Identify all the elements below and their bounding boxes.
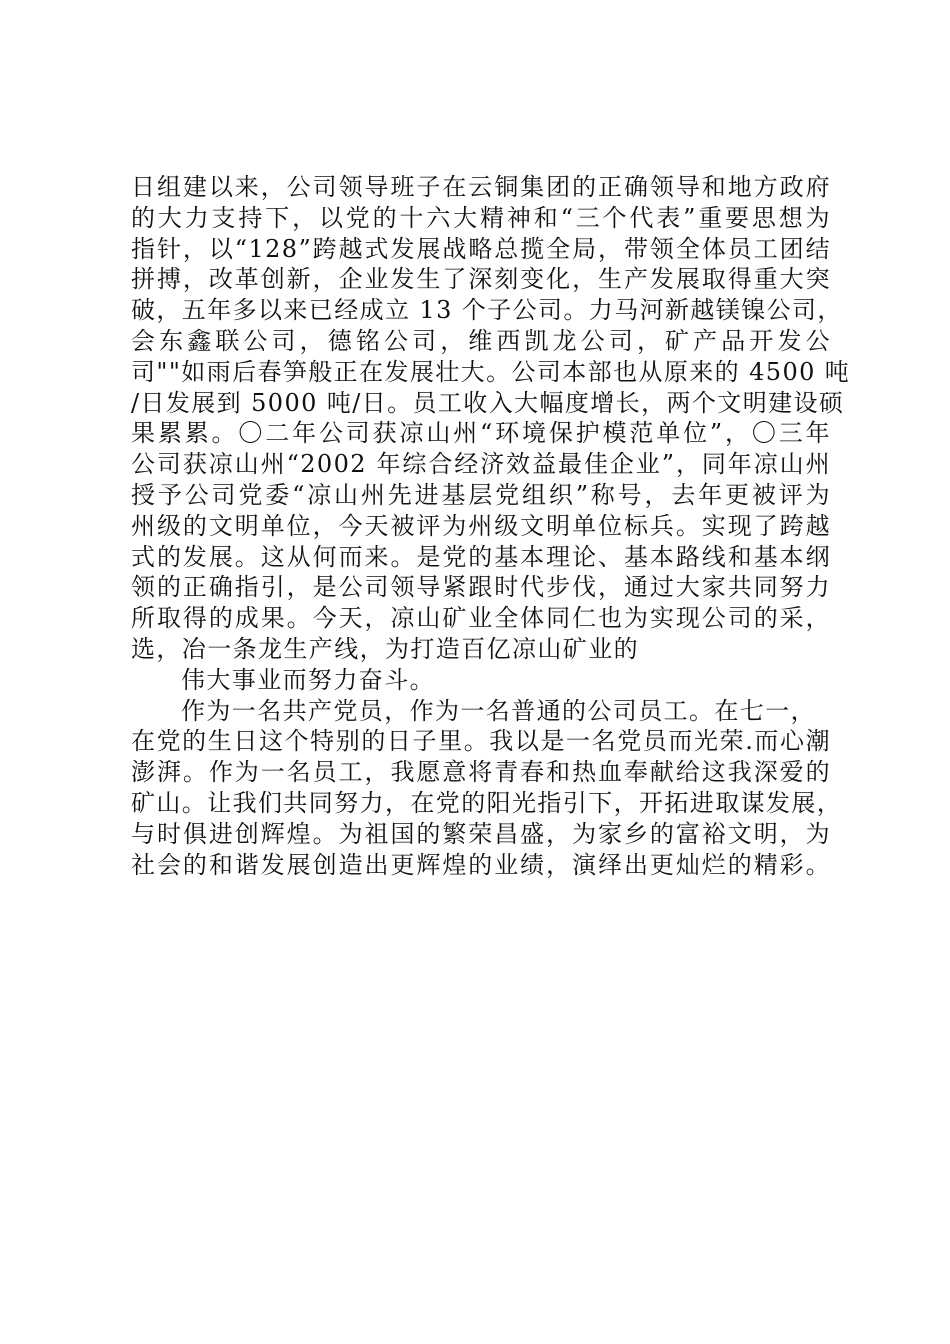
- text-line: 领的正确指引，是公司领导紧跟时代步伐，通过大家共同努力: [131, 573, 831, 602]
- text-line: 的大力支持下，以党的十六大精神和“三个代表”重要思想为: [131, 203, 831, 232]
- text-line: 司""如雨后春笋般正在发展壮大。公司本部也从原来的 4500 吨: [131, 357, 851, 386]
- text-line: 公司获凉山州“2002 年综合经济效益最佳企业”，同年凉山州: [131, 450, 831, 479]
- text-line: 州级的文明单位，今天被评为州级文明单位标兵。实现了跨越: [131, 511, 831, 540]
- text-line: 选，冶一条龙生产线，为打造百亿凉山矿业的: [131, 634, 639, 663]
- text-line: 指针，以“128”跨越式发展战略总揽全局，带领全体员工团结: [131, 234, 831, 263]
- text-line: 伟大事业而努力奋斗。: [181, 665, 435, 694]
- text-line: 澎湃。作为一名员工，我愿意将青春和热血奉献给这我深爱的: [131, 758, 831, 787]
- text-line: 日组建以来，公司领导班子在云铜集团的正确领导和地方政府: [131, 173, 831, 201]
- text-line: /日发展到 5000 吨/日。员工收入大幅度增长，两个文明建设硕: [131, 388, 845, 417]
- body-text: [131, 172, 851, 880]
- text-line: 所取得的成果。今天，凉山矿业全体同仁也为实现公司的采，: [131, 604, 831, 633]
- text-line: 与时俱进创辉煌。为祖国的繁荣昌盛，为家乡的富裕文明，为: [131, 819, 831, 848]
- text-line: 破，五年多以来已经成立 13 个子公司。力马河新越镁镍公司，: [131, 296, 843, 325]
- text-line: 矿山。让我们共同努力，在党的阳光指引下，开拓进取谋发展，: [131, 788, 843, 817]
- paragraph-first-line: 作为一名共产党员，作为一名普通的公司员工。在七一，: [181, 696, 816, 725]
- text-line: 社会的和谐发展创造出更辉煌的业绩，演绎出更灿烂的精彩。: [131, 850, 831, 879]
- text-line: 拼搏，改革创新，企业发生了深刻变化，生产发展取得重大突: [131, 265, 831, 294]
- text-line: 在党的生日这个特别的日子里。我以是一名党员而光荣.而心潮: [131, 727, 831, 756]
- text-line: 会东鑫联公司，德铭公司，维西凯龙公司，矿产品开发公: [131, 326, 831, 355]
- text-line: 式的发展。这从何而来。是党的基本理论、基本路线和基本纲: [131, 542, 831, 571]
- text-line: 果累累。〇二年公司获凉山州“环境保护模范单位”，〇三年: [131, 419, 831, 448]
- text-line: 授予公司党委“凉山州先进基层党组织”称号，去年更被评为: [131, 480, 831, 509]
